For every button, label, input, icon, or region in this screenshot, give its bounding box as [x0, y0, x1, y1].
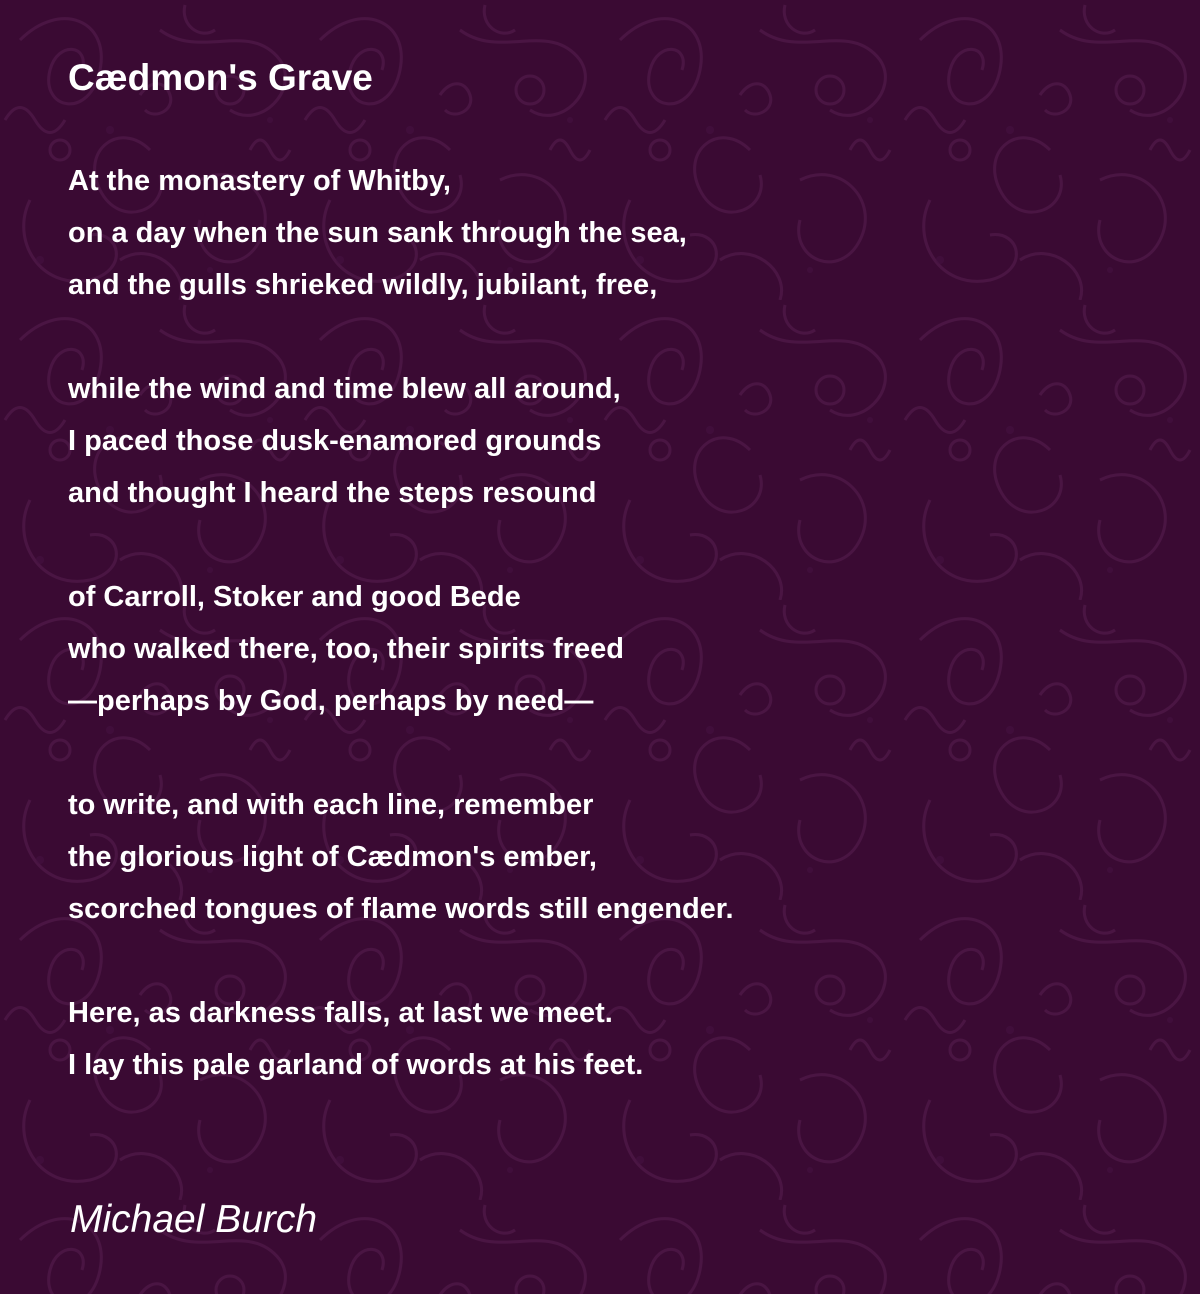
poem-line: —perhaps by God, perhaps by need—	[68, 685, 594, 717]
poem-stanza	[68, 779, 734, 935]
poem-line: who walked there, too, their spirits freed	[68, 633, 624, 665]
poem-line: of Carroll, Stoker and good Bede	[68, 581, 521, 613]
poem-author: Michael Burch	[70, 1198, 318, 1241]
poem-line: Here, as darkness falls, at last we meet.	[68, 997, 613, 1029]
poem-line: I lay this pale garland of words at his feet.	[68, 1049, 644, 1081]
poem-line: At the monastery of Whitby,	[68, 165, 451, 197]
poem-stanza	[68, 155, 734, 311]
poem-line: to write, and with each line, remember	[68, 789, 594, 821]
poem-line: and thought I heard the steps resound	[68, 477, 597, 509]
poem-line: on a day when the sun sank through the sea,	[68, 217, 687, 249]
poem-stanza	[68, 987, 734, 1091]
poem-line: while the wind and time blew all around,	[68, 373, 621, 405]
poem-stanza	[68, 363, 734, 519]
poem-stanza	[68, 571, 734, 727]
poem-body	[68, 155, 734, 1143]
poem-line: I paced those dusk-enamored grounds	[68, 425, 602, 457]
poem-line: scorched tongues of flame words still engender.	[68, 893, 734, 925]
poem-line: the glorious light of Cædmon's ember,	[68, 841, 597, 873]
poem-title: Cædmon's Grave	[68, 57, 373, 98]
poem-line: and the gulls shrieked wildly, jubilant, free,	[68, 269, 658, 301]
